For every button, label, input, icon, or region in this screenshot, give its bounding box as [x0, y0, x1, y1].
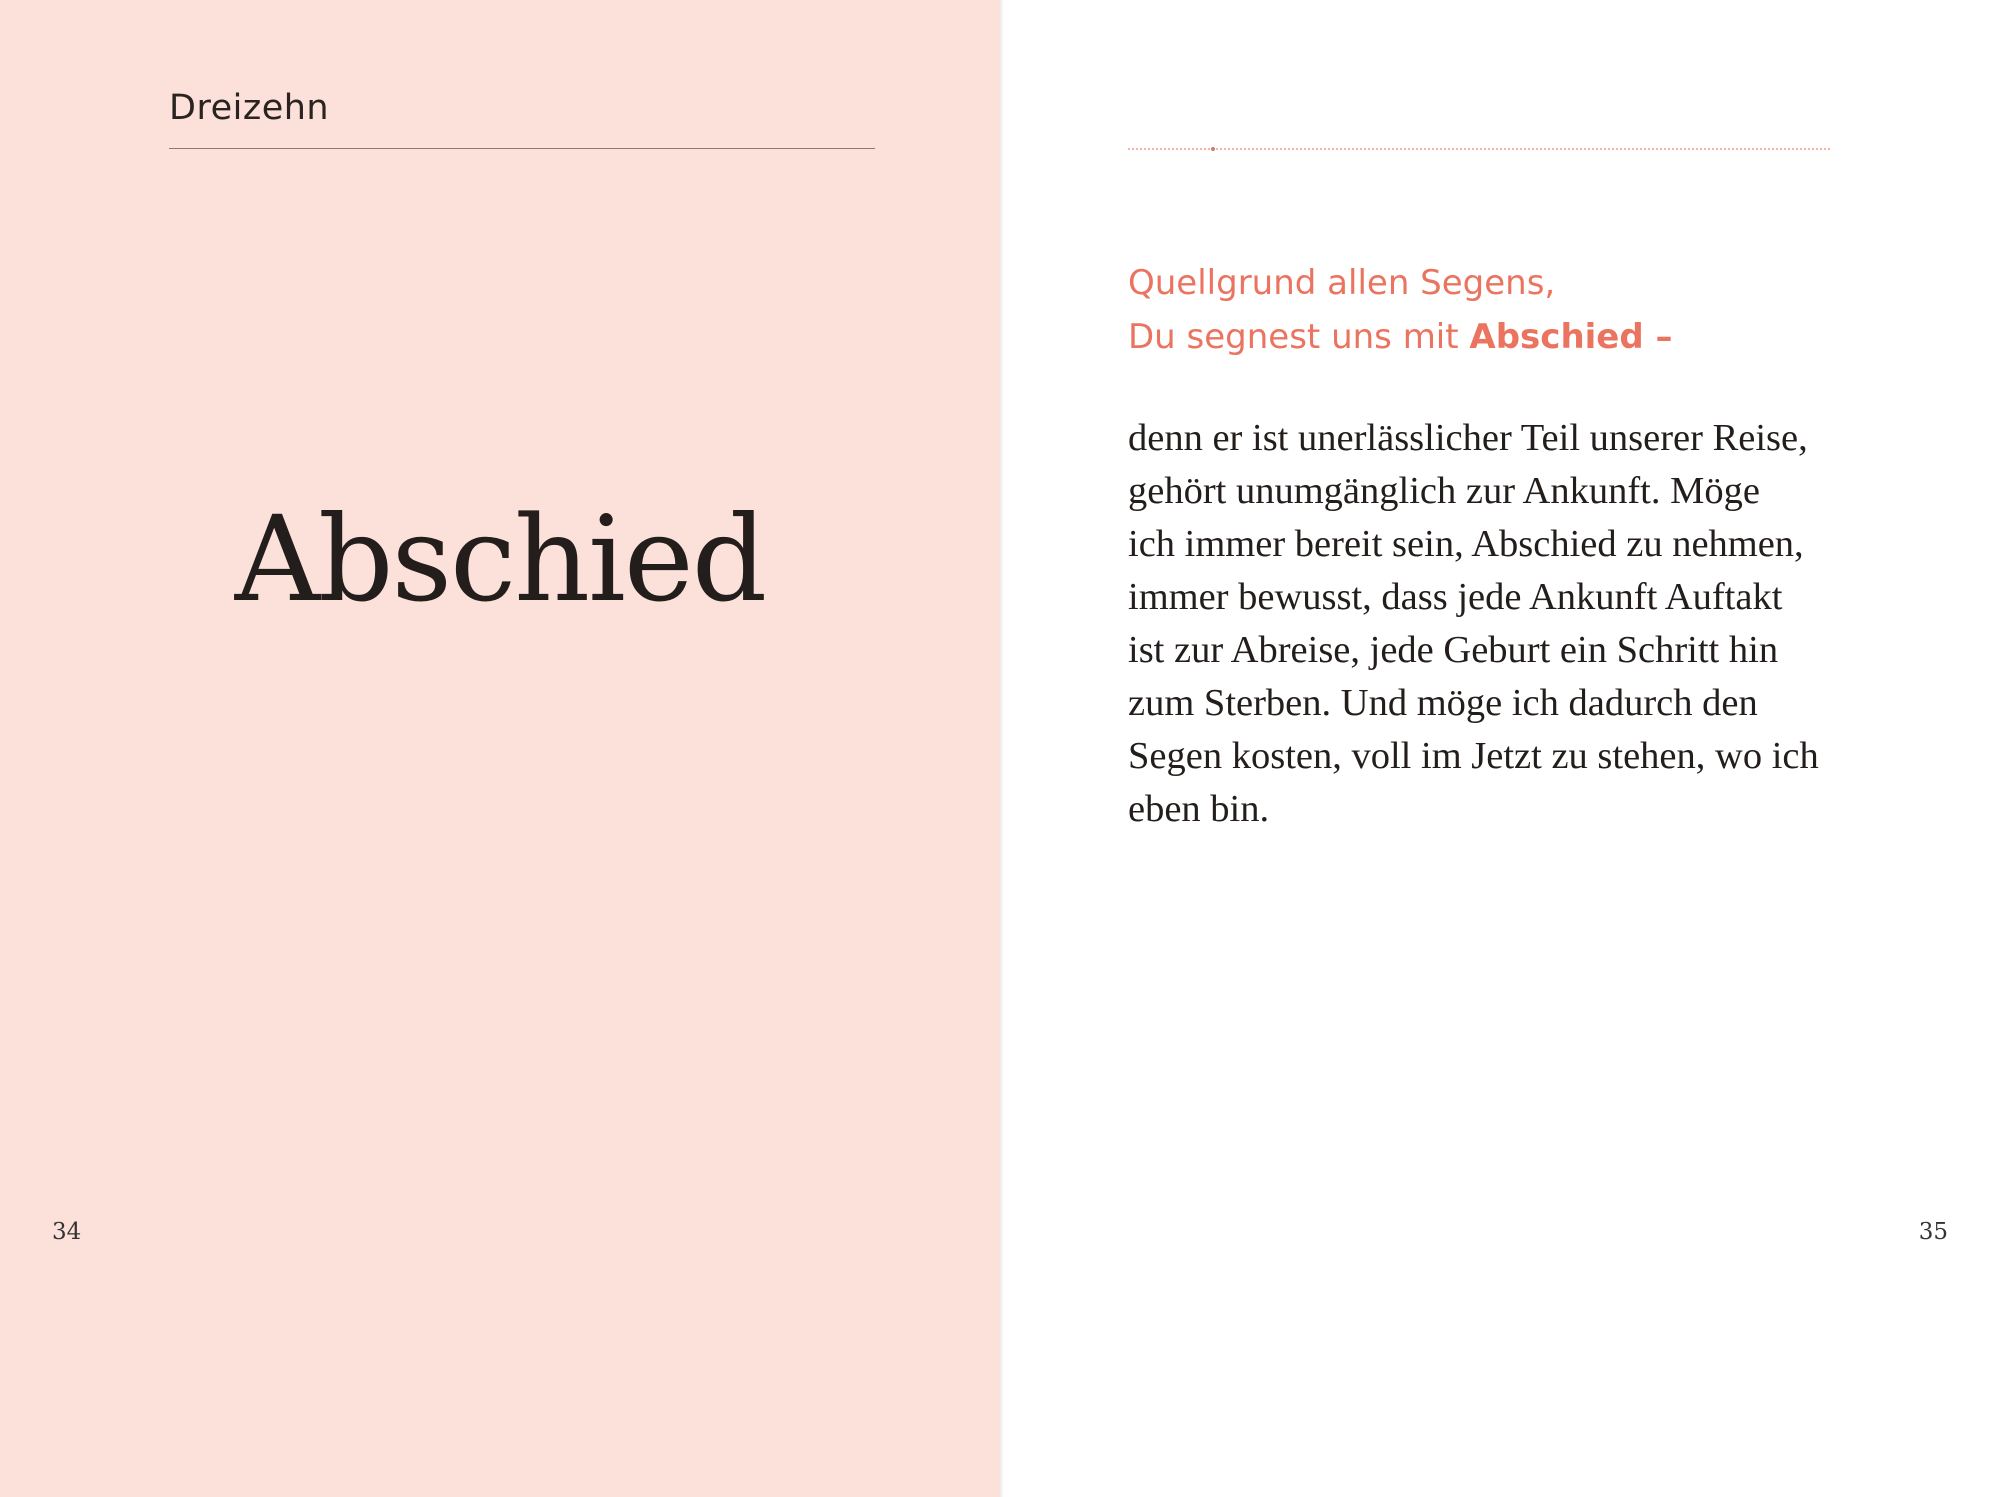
dotted-rule [1128, 148, 1830, 150]
page-number-left: 34 [52, 1219, 82, 1245]
body-line: Segen kosten, voll im Jetzt zu stehen, wo ich [1128, 735, 1819, 777]
invocation-line-2 [1128, 310, 1848, 364]
chapter-title: Abschied [234, 490, 766, 628]
invocation-line-1: Quellgrund allen Segens, [1128, 263, 1556, 303]
invocation-line-2-bold: Abschied – [1469, 317, 1673, 357]
body-text [1128, 412, 1848, 836]
chapter-label: Dreizehn [169, 88, 330, 128]
body-line: zum Sterben. Und möge ich dadurch den [1128, 682, 1758, 724]
body-line: ich immer bereit sein, Abschied zu nehmen, [1128, 523, 1804, 565]
chapter-rule [169, 148, 875, 149]
invocation-heading [1128, 256, 1848, 364]
body-line: gehört unumgänglich zur Ankunft. Möge [1128, 470, 1760, 512]
body-line: eben bin. [1128, 788, 1270, 830]
body-line: immer bewusst, dass jede Ankunft Auftakt [1128, 576, 1783, 618]
body-line: ist zur Abreise, jede Geburt ein Schritt hin [1128, 629, 1779, 671]
invocation-line-2-prefix: Du segnest uns mit [1128, 317, 1470, 357]
dotted-rule-mark [1211, 147, 1215, 151]
body-line: denn er ist unerlässlicher Teil unserer Reise, [1128, 417, 1808, 459]
page-number-right: 35 [1918, 1219, 1948, 1245]
